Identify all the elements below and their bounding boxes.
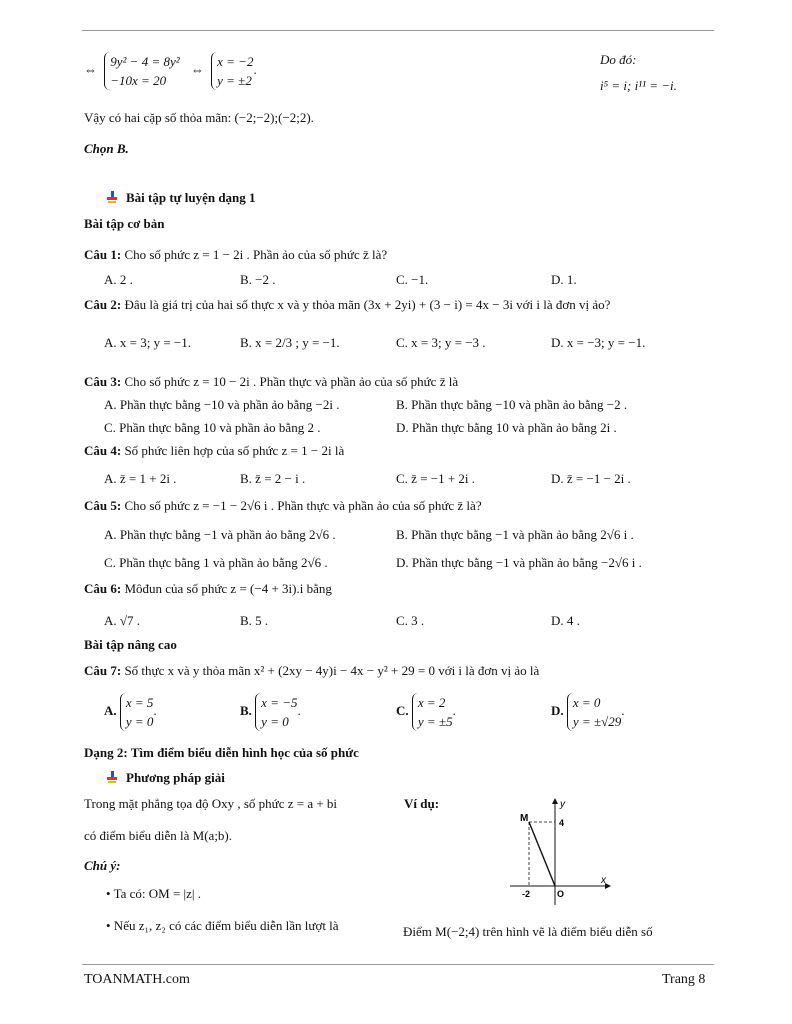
x-axis-label: x [601, 875, 606, 886]
question-5: Câu 5: Cho số phức z = −1 − 2√6 i . Phần thực và phần ảo của số phức z̄ là? [84, 498, 482, 513]
question-3: Câu 3: Cho số phức z = 10 − 2i . Phần thực và phần ảo của số phức z̄ là [84, 374, 459, 389]
q7-option-d: D. x = 0 y = ±√29. [551, 695, 625, 729]
segment-om [529, 822, 555, 886]
q1-option-c: C. −1. [396, 272, 429, 287]
example-label: Ví dụ: [404, 796, 440, 811]
footer-rule [82, 964, 714, 965]
equivalence-chain: ⇔ 9y² − 4 = 8y² −10x = 20 ⇔ x = −2 y = ±2. [84, 54, 257, 88]
basic-heading: Bài tập cơ bản [84, 216, 165, 231]
system-2: x = −2 y = ±2 [211, 52, 253, 90]
q5-option-b: B. Phần thực bằng −1 và phần ảo bằng 2√6 i . [396, 527, 634, 542]
question-7: Câu 7: Số thực x và y thỏa mãn x² + (2xy − 4y)i − 4x − y² + 29 = 0 với i là đơn vị ảo là [84, 663, 540, 678]
q7-option-b: B. x = −5 y = 0. [240, 695, 301, 729]
footer-page-number: Trang 8 [662, 972, 706, 987]
equiv-symbol: ⇔ [84, 61, 97, 77]
q6-option-d: D. 4 . [551, 613, 580, 628]
q5-option-c: C. Phần thực bằng 1 và phần ảo bằng 2√6 . [104, 555, 328, 570]
note-bullet-1: • Ta có: OM = |z| . [106, 886, 202, 901]
q4-option-c: C. z̄ = −1 + 2i . [396, 471, 476, 486]
q2-option-d: D. x = −3; y = −1. [551, 335, 646, 350]
advanced-heading: Bài tập nâng cao [84, 637, 177, 652]
example-caption: Điểm M(−2;4) trên hình vẽ là điểm biểu diễn số [403, 924, 653, 939]
header-rule [82, 30, 714, 31]
q7-option-c: C. x = 2 y = ±5. [396, 695, 456, 729]
side-note-body: i⁵ = i; i¹¹ = −i. [600, 78, 677, 93]
pin-icon [106, 191, 118, 203]
system-1: 9y² − 4 = 8y² −10x = 20 [104, 52, 179, 90]
q3-option-c: C. Phần thực bằng 10 và phần ảo bằng 2 . [104, 420, 321, 435]
q4-option-d: D. z̄ = −1 − 2i . [551, 471, 631, 486]
q2-option-b: B. x = 2/3 ; y = −1. [240, 335, 340, 350]
q2-option-a: A. x = 3; y = −1. [104, 335, 191, 350]
note-bullet-2: • Nếu z₁, z₂ có các điểm biểu diễn lần lượt là [106, 918, 339, 933]
pin-icon [106, 771, 118, 783]
footer-site: TOANMATH.com [84, 972, 190, 987]
answer-choice: Chọn B. [84, 141, 129, 156]
q5-option-a: A. Phần thực bằng −1 và phần ảo bằng 2√6 . [104, 527, 336, 542]
q4-option-b: B. z̄ = 2 − i . [240, 471, 306, 486]
tick-x-label: -2 [522, 889, 531, 899]
q6-option-a: A. √7 . [104, 613, 141, 628]
point-label: M [520, 813, 529, 824]
method-text-1: Trong mặt phẳng tọa độ Oxy , số phức z = a + bi [84, 796, 338, 811]
method-heading: Phương pháp giải [106, 770, 225, 786]
tick-y-label: 4 [559, 818, 565, 828]
note-heading: Chú ý: [84, 858, 121, 873]
q1-option-b: B. −2 . [240, 272, 276, 287]
q6-option-c: C. 3 . [396, 613, 425, 628]
q7-option-a: A. x = 5 y = 0. [104, 695, 157, 729]
side-note-title: Do đó: [600, 52, 637, 67]
equiv-symbol-2: ⇔ [190, 61, 204, 77]
q2-option-c: C. x = 3; y = −3 . [396, 335, 486, 350]
question-1: Câu 1: Cho số phức z = 1 − 2i . Phần ảo của số phức z̄ là? [84, 247, 388, 262]
question-2: Câu 2: Đâu là giá trị của hai số thực x và y thỏa mãn (3x + 2yi) + (3 − i) = 4x − 3i với i là đơn vị ảo? [84, 297, 611, 312]
q1-option-a: A. 2 . [104, 272, 133, 287]
q6-option-b: B. 5 . [240, 613, 269, 628]
origin-label: O [557, 889, 565, 899]
question-4: Câu 4: Số phức liên hợp của số phức z = 1 − 2i là [84, 443, 345, 458]
section-heading-2: Dạng 2: Tìm điểm biểu diễn hình học của số phức [84, 745, 359, 760]
q4-option-a: A. z̄ = 1 + 2i . [104, 471, 177, 486]
q3-option-a: A. Phần thực bằng −10 và phần ảo bằng −2i . [104, 397, 340, 412]
method-text-2: có điểm biểu diễn là M(a;b). [84, 828, 233, 843]
q3-option-d: D. Phần thực bằng 10 và phần ảo bằng 2i . [396, 420, 617, 435]
coordinate-graph [505, 795, 615, 910]
section-heading-1: Bài tập tự luyện dạng 1 [106, 190, 256, 206]
conclusion-text: Vậy có hai cặp số thỏa mãn: (−2;−2);(−2;2). [84, 110, 314, 125]
q3-option-b: B. Phần thực bằng −10 và phần ảo bằng −2 . [396, 397, 628, 412]
y-axis-label: y [560, 799, 565, 810]
q1-option-d: D. 1. [551, 272, 577, 287]
question-6: Câu 6: Môđun của số phức z = (−4 + 3i).i bằng [84, 581, 332, 596]
q5-option-d: D. Phần thực bằng −1 và phần ảo bằng −2√6 i . [396, 555, 642, 570]
